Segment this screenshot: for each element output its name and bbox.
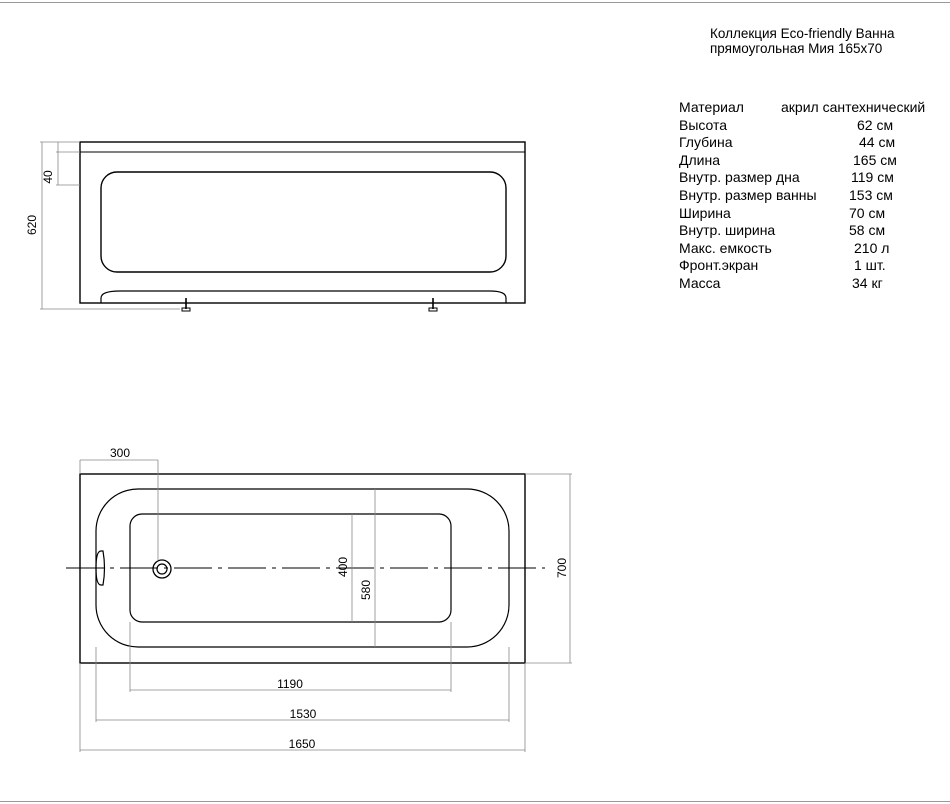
dim-total-width: 700 bbox=[555, 557, 569, 579]
dim-side-depth: 40 bbox=[41, 170, 55, 184]
spec-value: 153 см bbox=[849, 186, 893, 203]
dim-inner-width-2: 580 bbox=[359, 579, 373, 601]
dim-total-length: 1650 bbox=[288, 737, 316, 751]
dim-drain-offset: 300 bbox=[109, 446, 131, 460]
side-view bbox=[40, 142, 525, 311]
spec-label: Внутр. размер дна bbox=[679, 169, 800, 186]
spec-value: 70 см bbox=[849, 204, 886, 221]
side-view-base-plinth bbox=[101, 291, 506, 303]
top-view bbox=[66, 460, 572, 752]
spec-value: 165 см bbox=[853, 151, 897, 168]
drain-icon bbox=[153, 560, 171, 578]
top-view-dimension-lines bbox=[80, 460, 572, 752]
spec-label: Длина bbox=[679, 151, 720, 168]
spec-label: Высота bbox=[679, 116, 728, 133]
leg-left bbox=[182, 298, 190, 311]
spec-value: 119 см bbox=[851, 169, 894, 186]
spec-value: 210 л bbox=[854, 239, 890, 256]
title-line-1: Коллекция Eco-friendly Ванна bbox=[710, 26, 895, 41]
title-line-2: прямоугольная Мия 165х70 bbox=[710, 41, 883, 56]
side-view-dimension-lines bbox=[40, 142, 180, 309]
spec-label: Макс. емкость bbox=[679, 239, 772, 256]
side-view-outline bbox=[80, 142, 525, 303]
top-view-outline bbox=[80, 474, 525, 663]
spec-value: 62 см bbox=[857, 116, 894, 133]
spec-label: Масса bbox=[679, 274, 721, 291]
dim-side-height: 620 bbox=[25, 214, 39, 236]
spec-label: Внутр. размер ванны bbox=[679, 186, 817, 203]
spec-label: Ширина bbox=[679, 204, 731, 221]
spec-label: Материал bbox=[679, 99, 744, 115]
side-view-front-panel bbox=[101, 172, 506, 272]
spec-label: Внутр. ширина bbox=[679, 222, 776, 239]
dim-bottom-length: 1190 bbox=[277, 677, 303, 691]
spec-label: Фронт.экран bbox=[679, 257, 759, 274]
dim-inner-width: 400 bbox=[336, 556, 350, 578]
spec-value: 44 см bbox=[859, 134, 896, 151]
spec-value: 1 шт. bbox=[854, 257, 886, 274]
spec-value: 34 кг bbox=[852, 274, 883, 291]
spec-value: акрил сантехнический bbox=[781, 99, 926, 115]
spec-value: 58 см bbox=[849, 222, 886, 239]
spec-label: Глубина bbox=[679, 134, 733, 151]
dim-inner-length: 1530 bbox=[289, 707, 317, 721]
leg-right bbox=[429, 298, 437, 311]
